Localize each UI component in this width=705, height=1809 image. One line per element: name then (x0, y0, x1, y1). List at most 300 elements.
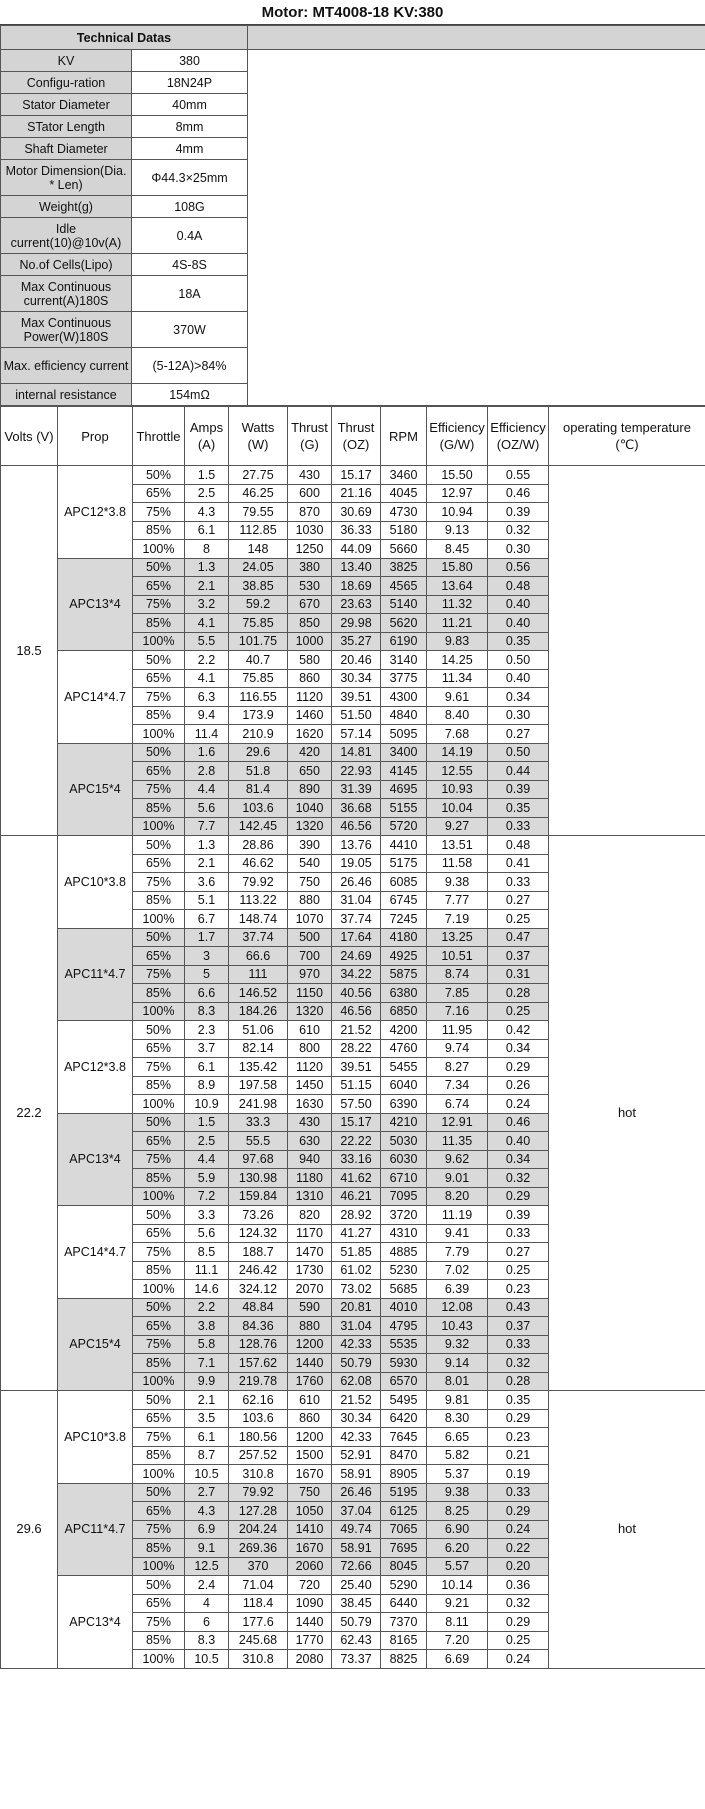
data-cell: 66.6 (229, 947, 288, 966)
data-cell: 0.33 (488, 1224, 549, 1243)
data-cell: 750 (288, 1483, 332, 1502)
data-cell: 12.91 (427, 1113, 488, 1132)
data-cell: 52.91 (332, 1446, 381, 1465)
data-cell: 84.36 (229, 1317, 288, 1336)
data-cell: 0.32 (488, 1354, 549, 1373)
data-cell: 79.55 (229, 503, 288, 522)
data-cell: 0.28 (488, 984, 549, 1003)
data-cell: 9.38 (427, 1483, 488, 1502)
data-cell: 85% (133, 1169, 185, 1188)
data-cell: 4885 (381, 1243, 427, 1262)
data-cell: 10.94 (427, 503, 488, 522)
data-cell: 25.40 (332, 1576, 381, 1595)
data-cell: 8.7 (185, 1446, 229, 1465)
volts-cell: 29.6 (1, 1391, 58, 1669)
data-cell: 6.74 (427, 1095, 488, 1114)
data-cell: 5155 (381, 799, 427, 818)
data-cell: 0.33 (488, 817, 549, 836)
data-cell: 6.1 (185, 1058, 229, 1077)
data-cell: 4730 (381, 503, 427, 522)
data-cell: 9.62 (427, 1150, 488, 1169)
data-cell: 9.21 (427, 1594, 488, 1613)
data-cell: 0.33 (488, 873, 549, 892)
data-cell: 62.43 (332, 1631, 381, 1650)
data-cell: 15.17 (332, 466, 381, 485)
data-cell: 5030 (381, 1132, 427, 1151)
data-cell: 1620 (288, 725, 332, 744)
data-cell: 100% (133, 1650, 185, 1669)
data-cell: 9.32 (427, 1335, 488, 1354)
data-cell: 6.39 (427, 1280, 488, 1299)
data-cell: 4.3 (185, 1502, 229, 1521)
data-cell: 14.19 (427, 743, 488, 762)
data-cell: 146.52 (229, 984, 288, 1003)
data-cell: 6.90 (427, 1520, 488, 1539)
data-cell: 0.25 (488, 910, 549, 929)
data-cell: 0.50 (488, 743, 549, 762)
data-cell: 11.1 (185, 1261, 229, 1280)
data-cell: 20.46 (332, 651, 381, 670)
data-cell: 6.7 (185, 910, 229, 929)
data-cell: 5720 (381, 817, 427, 836)
data-cell: 0.30 (488, 706, 549, 725)
data-cell: 79.92 (229, 1483, 288, 1502)
data-cell: 1.7 (185, 928, 229, 947)
data-cell: 3460 (381, 466, 427, 485)
data-cell: 13.40 (332, 558, 381, 577)
data-cell: 65% (133, 1039, 185, 1058)
data-cell: 50% (133, 466, 185, 485)
data-cell: 0.32 (488, 521, 549, 540)
data-cell: 257.52 (229, 1446, 288, 1465)
data-cell: 8.27 (427, 1058, 488, 1077)
data-cell: 5.5 (185, 632, 229, 651)
prop-cell: APC14*4.7 (58, 651, 133, 744)
spec-label: Motor Dimension(Dia. * Len) (1, 160, 132, 196)
page-title: Motor: MT4008-18 KV:380 (0, 0, 705, 25)
data-cell: 6.3 (185, 688, 229, 707)
data-cell: 6710 (381, 1169, 427, 1188)
data-cell: 0.29 (488, 1502, 549, 1521)
data-cell: 21.52 (332, 1021, 381, 1040)
data-cell: 20.81 (332, 1298, 381, 1317)
data-cell: 2.8 (185, 762, 229, 781)
prop-cell: APC11*4.7 (58, 1483, 133, 1576)
data-cell: 2.1 (185, 577, 229, 596)
data-cell: 630 (288, 1132, 332, 1151)
data-cell: 14.6 (185, 1280, 229, 1299)
data-cell: 11.21 (427, 614, 488, 633)
data-cell: 62.08 (332, 1372, 381, 1391)
prop-cell: APC14*4.7 (58, 1206, 133, 1299)
data-cell: 0.32 (488, 1169, 549, 1188)
data-cell: 7.02 (427, 1261, 488, 1280)
data-cell: 9.4 (185, 706, 229, 725)
data-cell: 33.3 (229, 1113, 288, 1132)
data-cell: 7.16 (427, 1002, 488, 1021)
data-cell: 33.16 (332, 1150, 381, 1169)
data-cell: 540 (288, 854, 332, 873)
data-cell: 30.34 (332, 669, 381, 688)
data-cell: 8.9 (185, 1076, 229, 1095)
data-cell: 890 (288, 780, 332, 799)
data-cell: 3775 (381, 669, 427, 688)
data-cell: 600 (288, 484, 332, 503)
data-cell: 1310 (288, 1187, 332, 1206)
data-cell: 111 (229, 965, 288, 984)
temperature-cell (549, 466, 705, 836)
data-cell: 37.74 (229, 928, 288, 947)
data-cell: 7.68 (427, 725, 488, 744)
spec-value: 370W (132, 312, 248, 348)
data-cell: 65% (133, 669, 185, 688)
data-cell: 0.47 (488, 928, 549, 947)
spec-header: Technical Datas (1, 26, 248, 50)
data-cell: 17.64 (332, 928, 381, 947)
data-cell: 9.9 (185, 1372, 229, 1391)
data-cell: 75% (133, 965, 185, 984)
data-cell: 9.81 (427, 1391, 488, 1410)
data-cell: 57.50 (332, 1095, 381, 1114)
data-cell: 2.3 (185, 1021, 229, 1040)
data-cell: 26.46 (332, 873, 381, 892)
data-cell: 118.4 (229, 1594, 288, 1613)
data-cell: 85% (133, 1354, 185, 1373)
data-cell: 1030 (288, 521, 332, 540)
data-cell: 8905 (381, 1465, 427, 1484)
data-cell: 1670 (288, 1539, 332, 1558)
data-cell: 430 (288, 466, 332, 485)
data-cell: 8470 (381, 1446, 427, 1465)
data-cell: 380 (288, 558, 332, 577)
data-cell: 800 (288, 1039, 332, 1058)
data-cell: 0.32 (488, 1594, 549, 1613)
data-cell: 4310 (381, 1224, 427, 1243)
data-cell: 42.33 (332, 1428, 381, 1447)
spec-value: 4S-8S (132, 254, 248, 276)
prop-cell: APC10*3.8 (58, 1391, 133, 1484)
data-cell: 0.20 (488, 1557, 549, 1576)
data-cell: 1250 (288, 540, 332, 559)
data-cell: 1.5 (185, 466, 229, 485)
data-cell: 1770 (288, 1631, 332, 1650)
data-cell: 116.55 (229, 688, 288, 707)
data-cell: 0.33 (488, 1483, 549, 1502)
data-cell: 4200 (381, 1021, 427, 1040)
data-cell: 7.34 (427, 1076, 488, 1095)
data-cell: 1120 (288, 688, 332, 707)
data-cell: 1200 (288, 1335, 332, 1354)
prop-cell: APC15*4 (58, 1298, 133, 1391)
data-cell: 85% (133, 706, 185, 725)
spec-value: 8mm (132, 116, 248, 138)
data-cell: 85% (133, 1631, 185, 1650)
data-cell: 12.5 (185, 1557, 229, 1576)
data-cell: 72.66 (332, 1557, 381, 1576)
data-cell: 850 (288, 614, 332, 633)
data-cell: 1180 (288, 1169, 332, 1188)
data-cell: 0.26 (488, 1076, 549, 1095)
spec-label: Max Continuous Power(W)180S (1, 312, 132, 348)
data-cell: 7095 (381, 1187, 427, 1206)
spec-value: 0.4A (132, 218, 248, 254)
data-cell: 7065 (381, 1520, 427, 1539)
spec-header-row (1, 26, 705, 50)
data-cell: 8.74 (427, 965, 488, 984)
data-cell: 1500 (288, 1446, 332, 1465)
data-cell: 85% (133, 1539, 185, 1558)
prop-cell: APC12*3.8 (58, 466, 133, 559)
data-cell: 75% (133, 503, 185, 522)
data-cell: 113.22 (229, 891, 288, 910)
data-cell: 4760 (381, 1039, 427, 1058)
column-header: Efficiency (G/W) (427, 407, 488, 466)
data-cell: 10.51 (427, 947, 488, 966)
data-cell: 5140 (381, 595, 427, 614)
data-cell: 85% (133, 521, 185, 540)
data-cell: 65% (133, 854, 185, 873)
data-cell: 7.85 (427, 984, 488, 1003)
data-cell: 40.56 (332, 984, 381, 1003)
data-cell: 0.28 (488, 1372, 549, 1391)
data-cell: 5230 (381, 1261, 427, 1280)
data-cell: 100% (133, 725, 185, 744)
data-cell: 65% (133, 1502, 185, 1521)
data-cell: 4840 (381, 706, 427, 725)
data-cell: 4210 (381, 1113, 427, 1132)
data-cell: 4.3 (185, 503, 229, 522)
spec-value: 4mm (132, 138, 248, 160)
prop-cell: APC15*4 (58, 743, 133, 836)
data-cell: 13.76 (332, 836, 381, 855)
data-cell: 75.85 (229, 614, 288, 633)
data-cell: 46.56 (332, 817, 381, 836)
data-cell: 65% (133, 1224, 185, 1243)
technical-data-table (0, 25, 705, 406)
data-cell: 3.5 (185, 1409, 229, 1428)
data-cell: 188.7 (229, 1243, 288, 1262)
data-cell: 3825 (381, 558, 427, 577)
data-cell: 9.13 (427, 521, 488, 540)
spec-value: 40mm (132, 94, 248, 116)
data-cell: 650 (288, 762, 332, 781)
data-cell: 75.85 (229, 669, 288, 688)
spec-value: 18N24P (132, 72, 248, 94)
data-cell: 85% (133, 1076, 185, 1095)
performance-table (0, 406, 705, 1669)
data-cell: 0.37 (488, 1317, 549, 1336)
data-cell: 180.56 (229, 1428, 288, 1447)
data-cell: 5.9 (185, 1169, 229, 1188)
data-cell: 101.75 (229, 632, 288, 651)
data-cell: 26.46 (332, 1483, 381, 1502)
data-cell: 370 (229, 1557, 288, 1576)
data-cell: 29.98 (332, 614, 381, 633)
data-cell: 4.1 (185, 669, 229, 688)
data-cell: 55.5 (229, 1132, 288, 1151)
data-cell: 0.48 (488, 577, 549, 596)
spec-label: Shaft Diameter (1, 138, 132, 160)
data-cell: 3.3 (185, 1206, 229, 1225)
data-cell: 4695 (381, 780, 427, 799)
data-cell: 970 (288, 965, 332, 984)
data-cell: 38.85 (229, 577, 288, 596)
data-cell: 2.2 (185, 1298, 229, 1317)
data-cell: 5455 (381, 1058, 427, 1077)
data-cell: 46.62 (229, 854, 288, 873)
prop-cell: APC10*3.8 (58, 836, 133, 929)
data-cell: 13.64 (427, 577, 488, 596)
data-cell: 41.27 (332, 1224, 381, 1243)
data-cell: 157.62 (229, 1354, 288, 1373)
data-cell: 71.04 (229, 1576, 288, 1595)
data-cell: 4.4 (185, 1150, 229, 1169)
data-cell: 5685 (381, 1280, 427, 1299)
data-cell: 0.27 (488, 891, 549, 910)
data-cell: 48.84 (229, 1298, 288, 1317)
data-cell: 35.27 (332, 632, 381, 651)
data-cell: 9.01 (427, 1169, 488, 1188)
data-cell: 46.21 (332, 1187, 381, 1206)
data-cell: 1730 (288, 1261, 332, 1280)
data-cell: 7.79 (427, 1243, 488, 1262)
data-cell: 0.29 (488, 1409, 549, 1428)
data-cell: 0.27 (488, 1243, 549, 1262)
data-cell: 11.19 (427, 1206, 488, 1225)
data-cell: 50% (133, 1206, 185, 1225)
data-cell: 85% (133, 1261, 185, 1280)
data-cell: 1320 (288, 1002, 332, 1021)
data-cell: 6380 (381, 984, 427, 1003)
data-cell: 7370 (381, 1613, 427, 1632)
data-cell: 75% (133, 1613, 185, 1632)
data-cell: 65% (133, 947, 185, 966)
data-cell: 10.5 (185, 1650, 229, 1669)
data-cell: 22.22 (332, 1132, 381, 1151)
data-cell: 75% (133, 873, 185, 892)
data-cell: 9.1 (185, 1539, 229, 1558)
data-cell: 5.6 (185, 1224, 229, 1243)
data-cell: 4 (185, 1594, 229, 1613)
data-cell: 1470 (288, 1243, 332, 1262)
data-cell: 7645 (381, 1428, 427, 1447)
data-cell: 5535 (381, 1335, 427, 1354)
data-cell: 75% (133, 1150, 185, 1169)
data-cell: 73.37 (332, 1650, 381, 1669)
data-cell: 880 (288, 1317, 332, 1336)
data-cell: 0.22 (488, 1539, 549, 1558)
data-cell: 5180 (381, 521, 427, 540)
data-cell: 12.97 (427, 484, 488, 503)
data-cell: 100% (133, 1095, 185, 1114)
data-cell: 7695 (381, 1539, 427, 1558)
data-cell: 0.30 (488, 540, 549, 559)
data-cell: 0.39 (488, 1206, 549, 1225)
data-cell: 10.5 (185, 1465, 229, 1484)
data-cell: 5620 (381, 614, 427, 633)
data-cell: 6085 (381, 873, 427, 892)
data-cell: 58.91 (332, 1465, 381, 1484)
data-cell: 6.65 (427, 1428, 488, 1447)
data-cell: 2060 (288, 1557, 332, 1576)
data-cell: 50% (133, 1483, 185, 1502)
data-cell: 14.81 (332, 743, 381, 762)
data-cell: 27.75 (229, 466, 288, 485)
data-cell: 10.43 (427, 1317, 488, 1336)
data-cell: 5175 (381, 854, 427, 873)
data-cell: 39.51 (332, 1058, 381, 1077)
data-cell: 0.36 (488, 1576, 549, 1595)
data-cell: 85% (133, 1446, 185, 1465)
data-cell: 85% (133, 799, 185, 818)
data-cell: 0.34 (488, 1039, 549, 1058)
data-cell: 0.35 (488, 1391, 549, 1410)
data-cell: 0.25 (488, 1261, 549, 1280)
column-header: Thrust (OZ) (332, 407, 381, 466)
data-cell: 135.42 (229, 1058, 288, 1077)
data-cell: 310.8 (229, 1650, 288, 1669)
data-cell: 9.41 (427, 1224, 488, 1243)
data-cell: 0.42 (488, 1021, 549, 1040)
data-cell: 0.29 (488, 1613, 549, 1632)
data-cell: 8 (185, 540, 229, 559)
column-header: Efficiency (OZ/W) (488, 407, 549, 466)
data-cell: 6030 (381, 1150, 427, 1169)
data-cell: 103.6 (229, 799, 288, 818)
data-cell: 100% (133, 1187, 185, 1206)
data-cell: 100% (133, 1280, 185, 1299)
data-cell: 11.34 (427, 669, 488, 688)
data-cell: 124.32 (229, 1224, 288, 1243)
data-cell: 5875 (381, 965, 427, 984)
data-cell: 2.1 (185, 1391, 229, 1410)
data-cell: 530 (288, 577, 332, 596)
data-cell: 4045 (381, 484, 427, 503)
data-cell: 6190 (381, 632, 427, 651)
data-cell: 5290 (381, 1576, 427, 1595)
data-cell: 0.34 (488, 1150, 549, 1169)
data-cell: 39.51 (332, 688, 381, 707)
data-cell: 750 (288, 873, 332, 892)
spec-label: KV (1, 50, 132, 72)
data-cell: 15.17 (332, 1113, 381, 1132)
data-cell: 3400 (381, 743, 427, 762)
data-cell: 36.68 (332, 799, 381, 818)
data-cell: 42.33 (332, 1335, 381, 1354)
data-cell: 79.92 (229, 873, 288, 892)
data-cell: 430 (288, 1113, 332, 1132)
data-cell: 940 (288, 1150, 332, 1169)
data-cell: 65% (133, 1594, 185, 1613)
data-cell: 5.1 (185, 891, 229, 910)
data-cell: 9.14 (427, 1354, 488, 1373)
data-cell: 75% (133, 1243, 185, 1262)
data-cell: 41.62 (332, 1169, 381, 1188)
data-cell: 100% (133, 1002, 185, 1021)
data-cell: 75% (133, 688, 185, 707)
data-cell: 37.74 (332, 910, 381, 929)
data-cell: 11.95 (427, 1021, 488, 1040)
data-cell: 24.05 (229, 558, 288, 577)
data-cell: 0.39 (488, 503, 549, 522)
data-cell: 13.51 (427, 836, 488, 855)
data-cell: 81.4 (229, 780, 288, 799)
data-cell: 5930 (381, 1354, 427, 1373)
data-cell: 241.98 (229, 1095, 288, 1114)
data-cell: 4180 (381, 928, 427, 947)
data-cell: 6125 (381, 1502, 427, 1521)
data-cell: 31.39 (332, 780, 381, 799)
